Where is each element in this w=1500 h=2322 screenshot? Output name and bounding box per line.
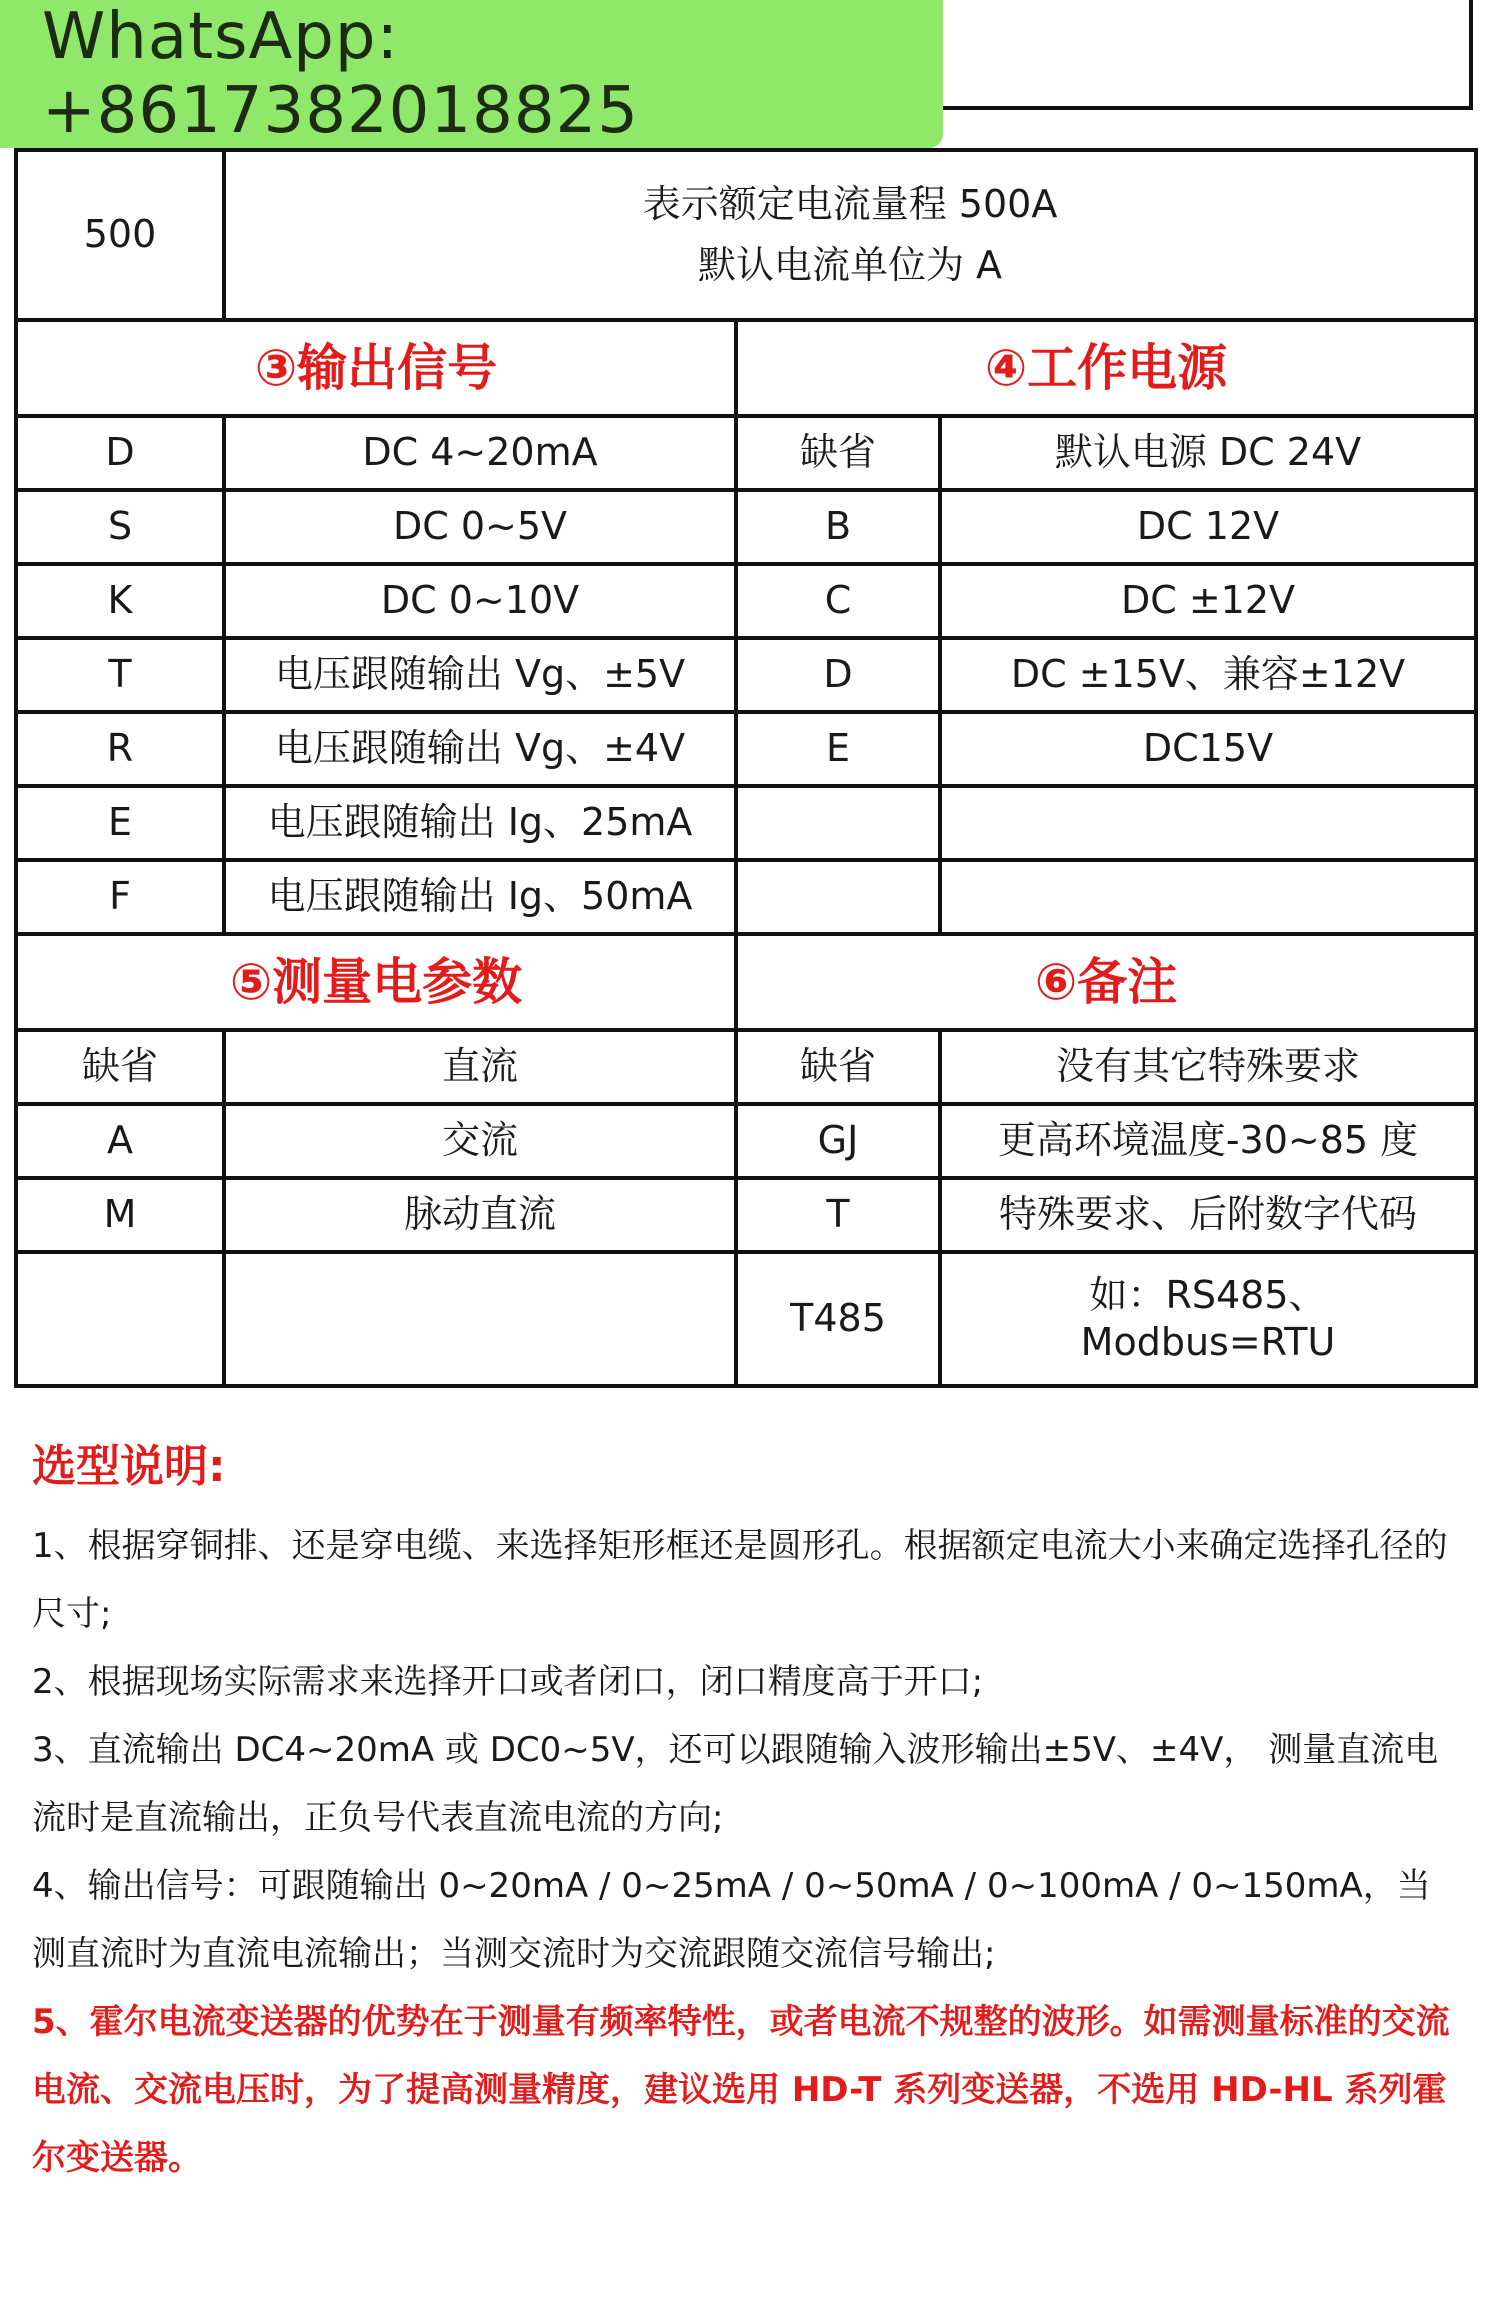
range-line-1: 表示额定电流量程 500A (642, 181, 1058, 226)
table-row (16, 416, 1476, 490)
power-desc: DC 12V (940, 490, 1476, 564)
table-row (16, 860, 1476, 934)
table-row (16, 712, 1476, 786)
table-row (16, 490, 1476, 564)
power-code: 缺省 (736, 416, 940, 490)
table-row (16, 1252, 1476, 1386)
remark-desc (940, 1252, 1476, 1386)
range-code: 500 (16, 150, 224, 320)
output-desc: DC 0~10V (224, 564, 736, 638)
section-measure-title: ⑤测量电参数 (16, 934, 736, 1030)
table-row (16, 1178, 1476, 1252)
power-code (736, 860, 940, 934)
section-output-title: ③输出信号 (16, 320, 736, 416)
output-desc: 电压跟随输出 Ig、50mA (224, 860, 736, 934)
table-row (16, 564, 1476, 638)
power-desc: 默认电源 DC 24V (940, 416, 1476, 490)
notes-title: 选型说明: (32, 1441, 226, 1492)
note-item: 1、根据穿铜排、还是穿电缆、来选择矩形框还是圆形孔。根据额定电流大小来确定选择孔径的尺寸; (32, 1526, 1448, 1634)
measure-desc: 交流 (224, 1104, 736, 1178)
output-desc: DC 4~20mA (224, 416, 736, 490)
output-desc: 电压跟随输出 Ig、25mA (224, 786, 736, 860)
remark-desc-line-1: 如：RS485、 (1089, 1272, 1327, 1317)
selection-notes (32, 1418, 1462, 2192)
whatsapp-watermark (0, 0, 943, 148)
range-line-2: 默认电流单位为 A (697, 243, 1003, 287)
power-desc: DC15V (940, 712, 1476, 786)
power-desc (940, 786, 1476, 860)
remark-desc: 特殊要求、后附数字代码 (940, 1178, 1476, 1252)
measure-code: M (16, 1178, 224, 1252)
remark-code: T485 (736, 1252, 940, 1386)
remark-code: GJ (736, 1104, 940, 1178)
output-desc: 电压跟随输出 Vg、±5V (224, 638, 736, 712)
note-item-highlight: 5、霍尔电流变送器的优势在于测量有频率特性，或者电流不规整的波形。如需测量标准的交流电流、交流电压时，为了提高测量精度，建议选用 HD-T 系列变送器，不选用 HD-HL 系列霍尔变送器。 (32, 2002, 1450, 2178)
note-item: 3、直流输出 DC4~20mA 或 DC0~5V，还可以跟随输入波形输出±5V、±4V， 测量直流电流时是直流输出，正负号代表直流电流的方向; (32, 1730, 1439, 1838)
measure-code (16, 1252, 224, 1386)
power-code: D (736, 638, 940, 712)
remark-desc-line-2: Modbus=RTU (1080, 1320, 1336, 1364)
section-header-row (16, 934, 1476, 1030)
measure-code: 缺省 (16, 1030, 224, 1104)
output-code: R (16, 712, 224, 786)
power-desc (940, 860, 1476, 934)
output-code: D (16, 416, 224, 490)
remark-desc: 没有其它特殊要求 (940, 1030, 1476, 1104)
measure-desc (224, 1252, 736, 1386)
range-row (16, 150, 1476, 320)
power-code: B (736, 490, 940, 564)
measure-desc: 脉动直流 (224, 1178, 736, 1252)
power-code: C (736, 564, 940, 638)
output-code: T (16, 638, 224, 712)
power-code (736, 786, 940, 860)
output-code: F (16, 860, 224, 934)
note-item: 2、根据现场实际需求来选择开口或者闭口，闭口精度高于开口; (32, 1662, 984, 1702)
spec-table (14, 148, 1478, 1388)
remark-code: 缺省 (736, 1030, 940, 1104)
remark-desc: 更高环境温度-30~85 度 (940, 1104, 1476, 1178)
note-item: 4、输出信号：可跟随输出 0~20mA / 0~25mA / 0~50mA / 0~100mA / 0~150mA，当测直流时为直流电流输出；当测交流时为交流跟随交流信号输出; (32, 1866, 1431, 1974)
section-power-title: ④工作电源 (736, 320, 1476, 416)
section-header-row (16, 320, 1476, 416)
output-code: S (16, 490, 224, 564)
output-desc: 电压跟随输出 Vg、±4V (224, 712, 736, 786)
section-remark-title: ⑥备注 (736, 934, 1476, 1030)
power-desc: DC ±15V、兼容±12V (940, 638, 1476, 712)
measure-code: A (16, 1104, 224, 1178)
watermark-text: WhatsApp: +8617382018825 (42, 0, 639, 148)
output-code: K (16, 564, 224, 638)
table-row (16, 638, 1476, 712)
remark-code: T (736, 1178, 940, 1252)
output-desc: DC 0~5V (224, 490, 736, 564)
table-row (16, 1104, 1476, 1178)
measure-desc: 直流 (224, 1030, 736, 1104)
table-row (16, 786, 1476, 860)
table-row (16, 1030, 1476, 1104)
output-code: E (16, 786, 224, 860)
power-desc: DC ±12V (940, 564, 1476, 638)
range-description (224, 150, 1476, 320)
table-top-frame (943, 0, 1473, 110)
power-code: E (736, 712, 940, 786)
